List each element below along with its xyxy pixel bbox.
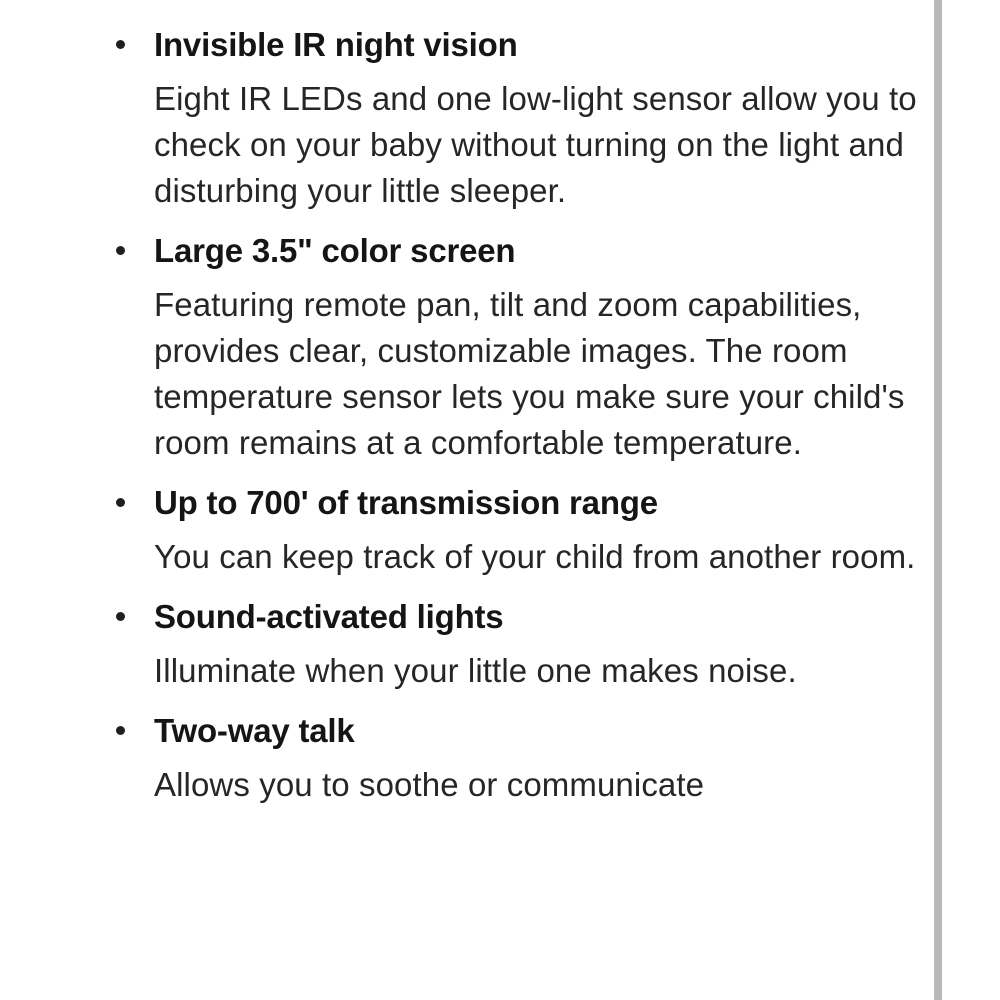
- bullet-icon: [116, 246, 125, 255]
- feature-title: Large 3.5" color screen: [154, 232, 516, 269]
- feature-list: [108, 22, 928, 822]
- scrollbar[interactable]: [934, 0, 942, 1000]
- feature-item: [108, 594, 928, 694]
- feature-item: [108, 708, 928, 808]
- bullet-icon: [116, 726, 125, 735]
- bullet-icon: [116, 40, 125, 49]
- feature-item: [108, 22, 928, 214]
- feature-title: Invisible IR night vision: [154, 26, 518, 63]
- feature-description: Eight IR LEDs and one low-light sensor allow you to check on your baby without turning on the light and disturbing your little sleeper.: [154, 80, 917, 209]
- feature-title: Up to 700' of transmission range: [154, 484, 658, 521]
- feature-description: Allows you to soothe or communicate: [154, 766, 705, 803]
- feature-item: [108, 228, 928, 466]
- bullet-icon: [116, 612, 125, 621]
- bullet-icon: [116, 498, 125, 507]
- feature-description: Featuring remote pan, tilt and zoom capabilities, provides clear, customizable images. The room temperature sensor lets you make sure your child's room remains at a comfortable temperature.: [154, 286, 905, 461]
- feature-item: [108, 480, 928, 580]
- feature-description: You can keep track of your child from another room.: [154, 538, 916, 575]
- feature-title: Sound-activated lights: [154, 598, 504, 635]
- feature-title: Two-way talk: [154, 712, 355, 749]
- feature-description: Illuminate when your little one makes noise.: [154, 652, 797, 689]
